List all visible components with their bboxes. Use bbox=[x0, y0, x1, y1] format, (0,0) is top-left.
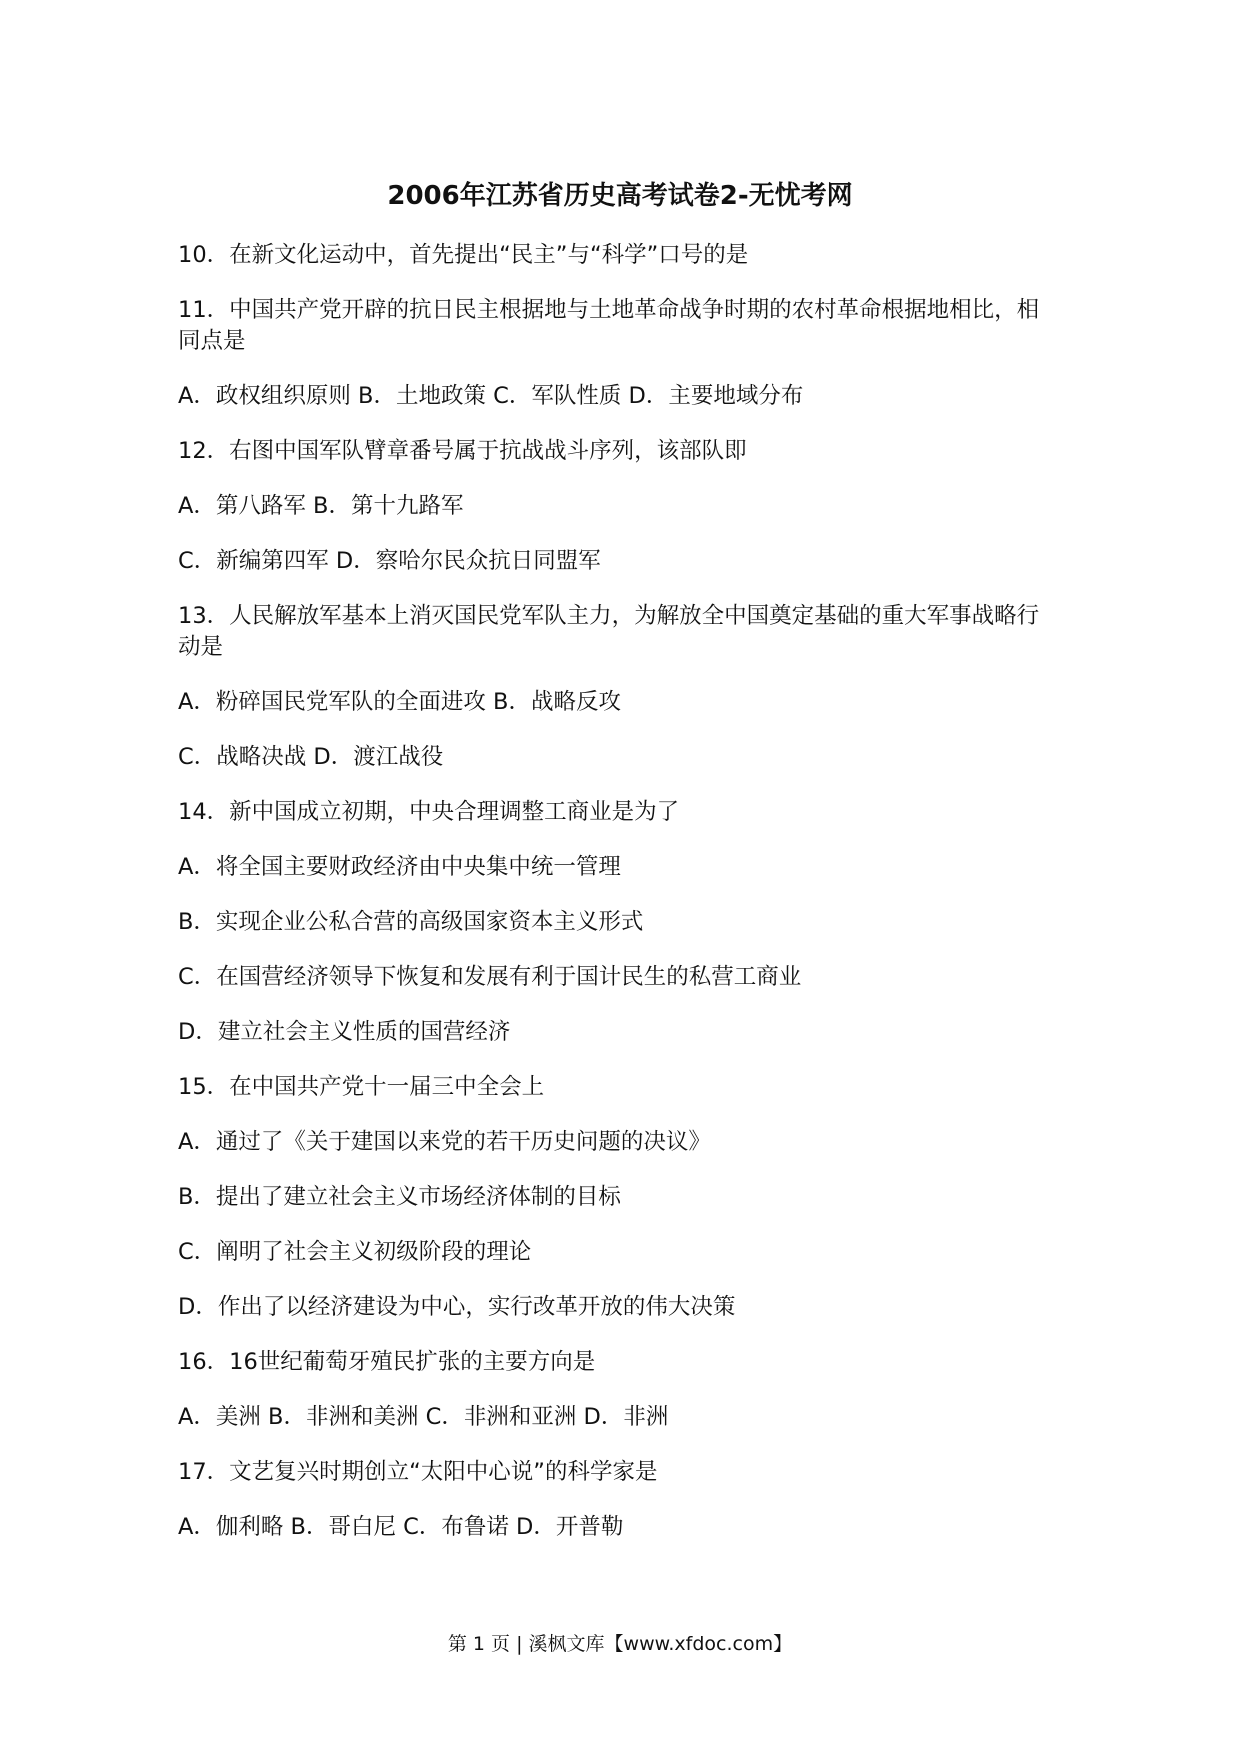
question-17-options: A．伽利略 B．哥白尼 C．布鲁诺 D．开普勒 bbox=[178, 1514, 624, 1540]
question-13-options-ab: A．粉碎国民党军队的全面进攻 B．战略反攻 bbox=[178, 689, 621, 715]
question-13: 13．人民解放军基本上消灭国民党军队主力，为解放全中国奠定基础的重大军事战略行动是 bbox=[178, 603, 1040, 660]
question-13-options-cd: C．战略决战 D．渡江战役 bbox=[178, 744, 444, 770]
question-15: 15．在中国共产党十一届三中全会上 bbox=[178, 1074, 545, 1100]
question-15-option-a: A．通过了《关于建国以来党的若干历史问题的决议》 bbox=[178, 1129, 711, 1155]
question-16-options: A．美洲 B．非洲和美洲 C．非洲和亚洲 D．非洲 bbox=[178, 1404, 669, 1430]
question-11: 11．中国共产党开辟的抗日民主根据地与土地革命战争时期的农村革命根据地相比，相同点是 bbox=[178, 297, 1040, 354]
question-16: 16．16世纪葡萄牙殖民扩张的主要方向是 bbox=[178, 1349, 596, 1375]
question-17: 17．文艺复兴时期创立“太阳中心说”的科学家是 bbox=[178, 1459, 658, 1485]
question-15-option-c: C．阐明了社会主义初级阶段的理论 bbox=[178, 1239, 532, 1265]
question-14-option-a: A．将全国主要财政经济由中央集中统一管理 bbox=[178, 854, 621, 880]
document-body bbox=[178, 240, 1058, 1567]
question-11-options: A．政权组织原则 B．土地政策 C．军队性质 D．主要地域分布 bbox=[178, 383, 804, 409]
question-10: 10．在新文化运动中，首先提出“民主”与“科学”口号的是 bbox=[178, 242, 749, 268]
question-14: 14．新中国成立初期，中央合理调整工商业是为了 bbox=[178, 799, 680, 825]
question-15-option-b: B．提出了建立社会主义市场经济体制的目标 bbox=[178, 1184, 621, 1210]
question-14-option-b: B．实现企业公私合营的高级国家资本主义形式 bbox=[178, 909, 644, 935]
page-footer: 第 1 页 | 溪枫文库【www.xfdoc.com】 bbox=[447, 1633, 793, 1655]
question-14-option-c: C．在国营经济领导下恢复和发展有利于国计民生的私营工商业 bbox=[178, 964, 802, 990]
question-15-option-d: D．作出了以经济建设为中心，实行改革开放的伟大决策 bbox=[178, 1294, 736, 1320]
question-14-option-d: D．建立社会主义性质的国营经济 bbox=[178, 1019, 511, 1045]
question-12: 12．右图中国军队臂章番号属于抗战战斗序列，该部队即 bbox=[178, 438, 747, 464]
document-title: 2006年江苏省历史高考试卷2-无忧考网 bbox=[387, 181, 853, 211]
question-12-options-cd: C．新编第四军 D．察哈尔民众抗日同盟军 bbox=[178, 548, 601, 574]
question-12-options-ab: A．第八路军 B．第十九路军 bbox=[178, 493, 464, 519]
